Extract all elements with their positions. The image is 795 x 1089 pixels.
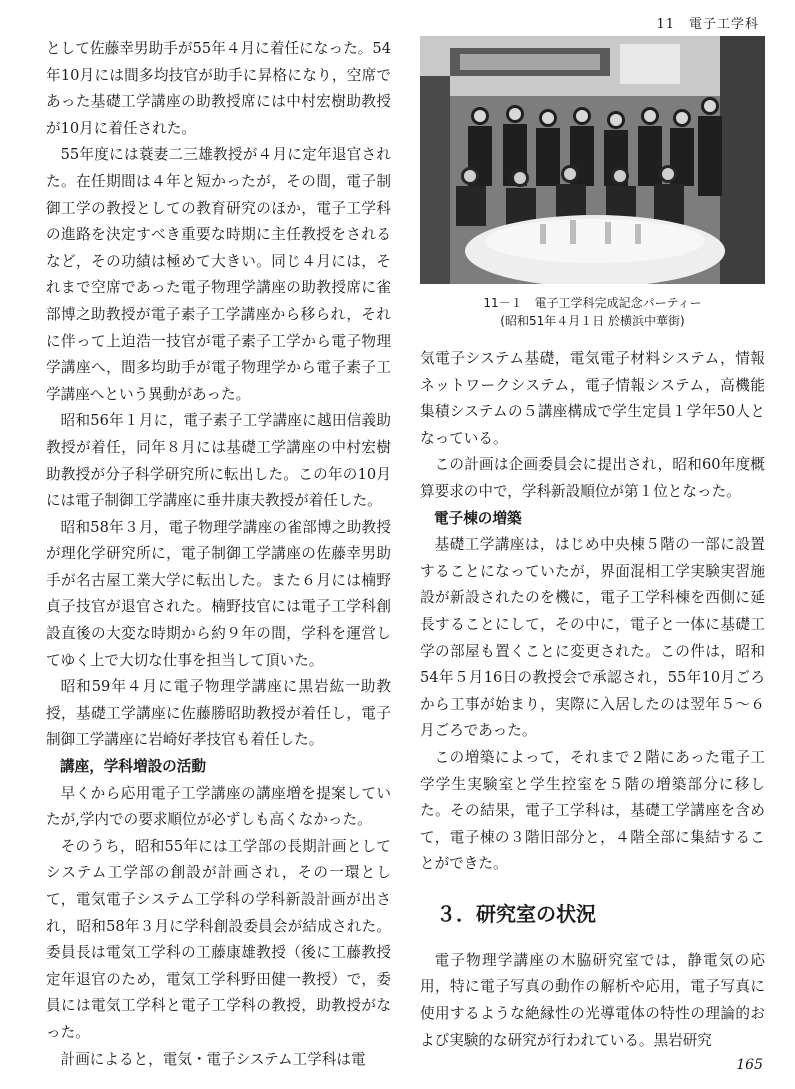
photo-illustration: [420, 36, 765, 284]
paragraph: この計画は企画委員会に提出され，昭和60年度概算要求の中で，学科新設順位が第１位となった。: [420, 456, 765, 500]
party-photo: [420, 36, 765, 284]
section-heading-departments: 講座，学科増設の活動: [60, 758, 206, 776]
paragraph: この増築によって，それまで２階にあった電子工学学生実験室と学生控室を５階の増築部分に移した。その結果，電子工学科は，基礎工学講座を含めて，電子棟の３階旧部分と，４階全部に集結することができた。: [420, 748, 765, 873]
paragraph: 基礎工学講座は，はじめ中央棟５階の一部に設置することになっていたが，界面混相工学実験実習施設が新設されたのを機に，電子工学科棟を西側に延長することにして，その中に，電子と一体に基礎工学の部屋も置くことに変更された。この件は，昭和54年５月16日の教授会で承認され，55年10月ごろから工事が始まり，実際に入居したのは翌年５～６月ごろであった。: [420, 536, 765, 740]
right-column: [420, 36, 765, 1054]
paragraph: 電子物理学講座の木脇研究室では，静電気の応用，特に電子写真の動作の解析や応用，電子写真に使用するような絶縁性の光導電体の特性の理論的および実験的な研究が行われている。黒岩研究: [420, 951, 765, 1049]
photo-caption: [420, 294, 765, 330]
paragraph: 55年度には蓑妻二三雄教授が４月に定年退官された。在任期間は４年と短かったが，その間，電子制御工学の教授としての教育研究のほか，電子工学科の進路を決定すべき重要な時期に主任教授をされるなど，その功績は極めて大きい。同じ４月には，それまで空席であった電子物理学講座の助教授席に雀部博之助教授が電子素子工学講座から移られ，それに伴って上迫浩一技官が電子素子工学から電子物理学講座へ，間多均助手が電子物理学から電子素子工学講座へという異動があった。: [46, 146, 391, 403]
paragraph: 早くから応用電子工学講座の講座増を提案していたが,学内での要求順位が必ずしも高くなかった。: [46, 784, 391, 829]
section-title-labs: ３．研究室の状況: [436, 901, 596, 926]
paragraph: 昭和56年１月に，電子素子工学講座に越田信義助教授が着任，同年８月には基礎工学講座の中村宏樹助教授が分子科学研究所に転出した。この年の10月には電子制御工学講座に垂井康夫教授が着任した。: [46, 412, 391, 510]
paragraph: として佐藤幸男助手が55年４月に着任になった。54年10月には間多均技官が助手に昇格になり，空席であった基礎工学講座の助教授席には中村宏樹助教授が10月に着任された。: [46, 40, 391, 137]
left-column: [46, 36, 391, 1073]
caption-date-location: (昭和51年４月１日 於横浜中華街): [500, 314, 685, 328]
paragraph: そのうち，昭和55年には工学部の長期計画としてシステム工学部の創設が計画され，その一環として，電気電子システム工学科の学科新設計画が出され，昭和58年３月に学科創設委員会が結成された。委員長は電気工学科の工藤康雄教授（後に工藤教授定年退官のため，電気工学科野田健一教授）で，委員には電気工学科と電子工学科の教授，助教授がなった。: [46, 837, 391, 1041]
chapter-header: 11 電子工学科: [656, 17, 759, 32]
paragraph: 気電子システム基礎，電気電子材料システム，情報ネットワークシステム，電子情報システム，高機能集積システムの５講座構成で学生定員１学年50人となっている。: [420, 350, 765, 447]
paragraph: 計画によると，電気・電子システム工学科は電: [60, 1050, 366, 1068]
page-number: 165: [736, 1057, 763, 1073]
paragraph: 昭和59年４月に電子物理学講座に黒岩紘一助教授，基礎工学講座に佐藤勝昭助教授が着任し，電子制御工学講座に岩崎好孝技官も着任した。: [46, 678, 391, 749]
caption-title: 11－１ 電子工学科完成記念パーティー: [483, 296, 702, 310]
section-heading-building: 電子棟の増築: [434, 509, 522, 527]
paragraph: 昭和58年３月，電子物理学講座の雀部博之助教授が理化学研究所に，電子制御工学講座の佐藤幸男助手が名古屋工業大学に転出した。また６月には楠野貞子技官が退官された。楠野技官には電子工学科創設直後の大変な時期から約９年の間，学科を運営してゆく上で大切な仕事を担当して頂いた。: [46, 518, 391, 669]
